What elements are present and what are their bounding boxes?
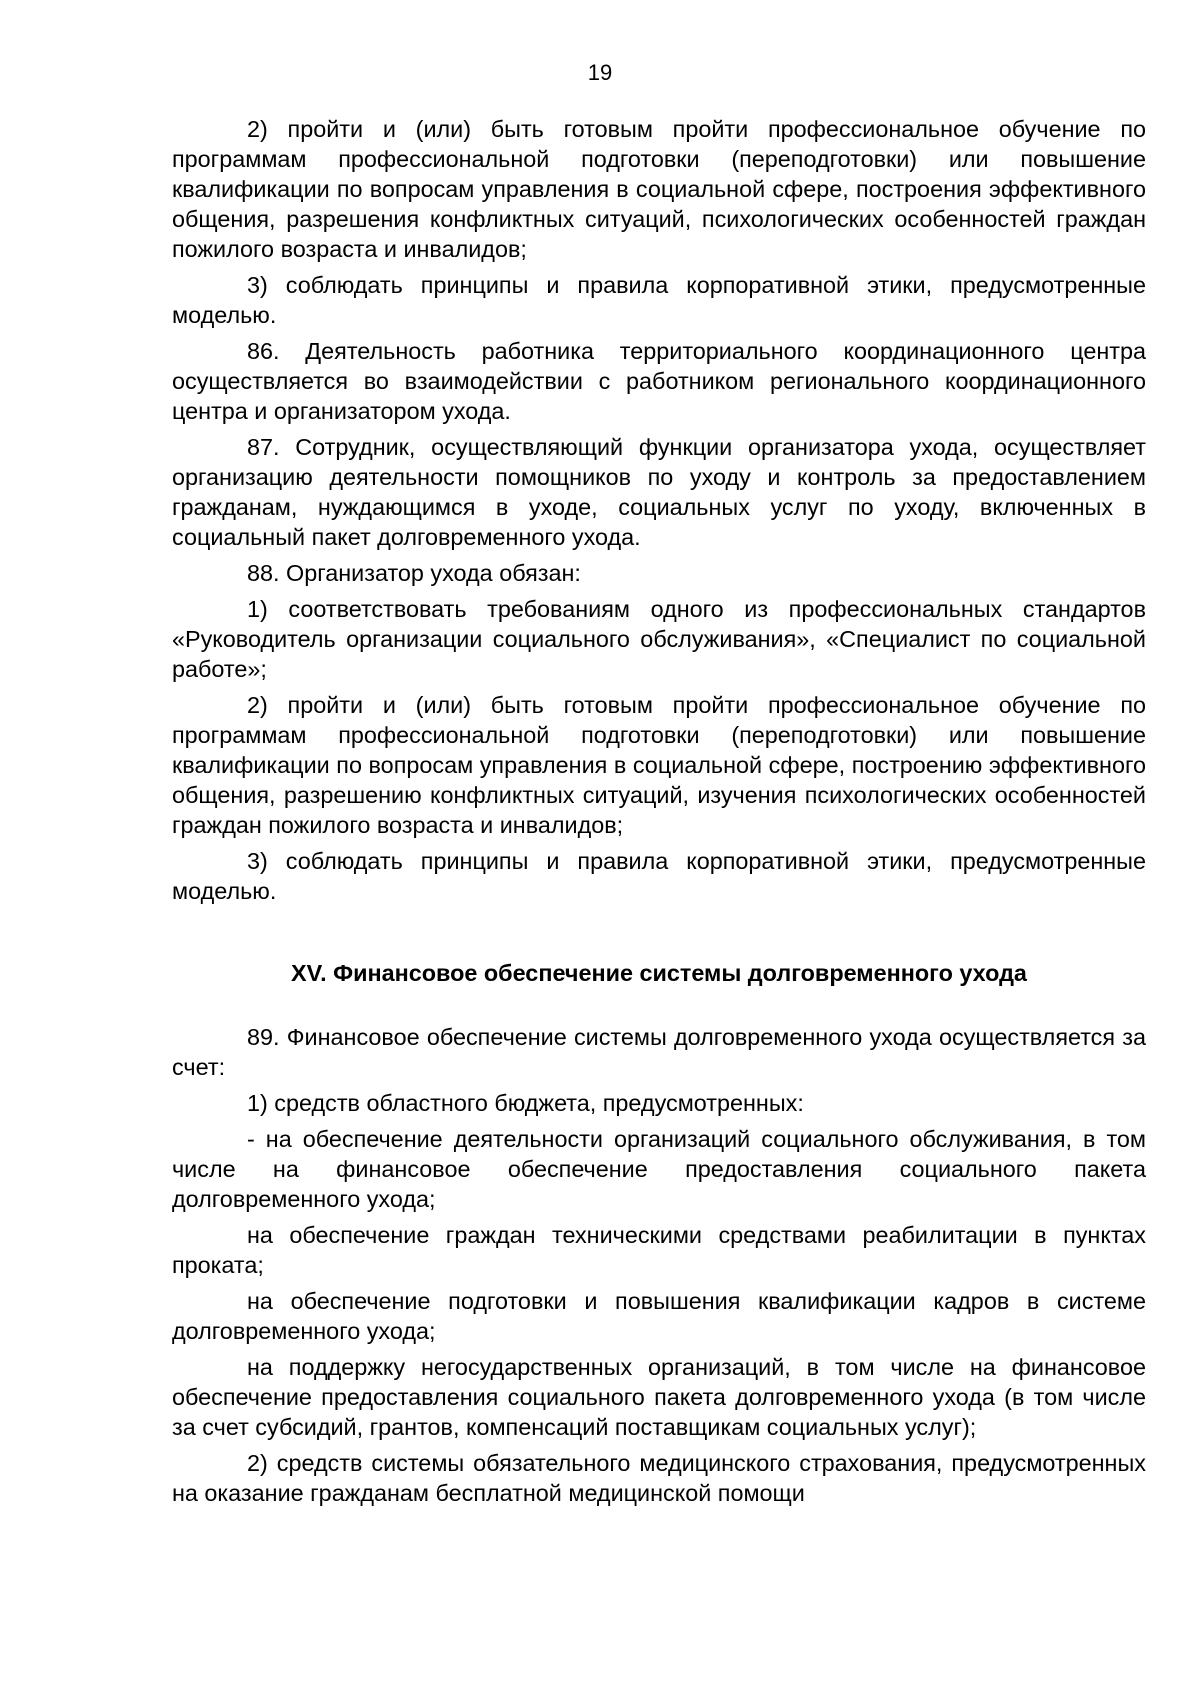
paragraph-89-subitem-rehabilitation: на обеспечение граждан техническими средствами реабилитации в пунктах проката; [172,1222,1146,1278]
paragraph-86: 86. Деятельность работника территориального координационного центра осуществляется во взаимодействии с работником регионального координационного центра и организатором ухода. [172,338,1146,424]
paragraph-89-subitem-nongovernment: на поддержку негосударственных организаций, в том числе на финансовое обеспечение предоставления социального пакета долговременного ухода (в том числе за счет субсидий, грантов, компенсаций поставщикам социальных услуг); [172,1354,1146,1440]
paragraph-item-2-training: 2) пройти и (или) быть готовым пройти профессиональное обучение по программам профессиональной подготовки (переподготовки) или повышение квалификации по вопросам управления в социальной сфере, построения эффективного общения, разрешения конфликтных ситуаций, психологических особенностей граждан пожилого возраста и инвалидов; [172,116,1146,262]
paragraph-89-item-2: 2) средств системы обязательного медицинского страхования, предусмотренных на оказание гражданам бесплатной медицинской помощи [172,1450,1146,1506]
paragraph-89-subitem-organizations: - на обеспечение деятельности организаций социального обслуживания, в том числе на финансовое обеспечение предоставления социального пакета долговременного ухода; [172,1126,1146,1212]
paragraph-89-item-1: 1) средств областного бюджета, предусмотренных: [247,1090,804,1116]
paragraph-item-3-ethics: 3) соблюдать принципы и правила корпоративной этики, предусмотренные моделью. [172,272,1146,328]
page-number: 19 [587,60,613,85]
paragraph-88-item-1: 1) соответствовать требованиям одного из профессиональных стандартов «Руководитель организации социального обслуживания», «Специалист по социальной работе»; [172,596,1146,682]
paragraph-88-item-3: 3) соблюдать принципы и правила корпоративной этики, предусмотренные моделью. [172,848,1146,904]
paragraph-88-item-2: 2) пройти и (или) быть готовым пройти профессиональное обучение по программам профессиональной подготовки (переподготовки) или повышение квалификации по вопросам управления в социальной сфере, построению эффективного общения, разрешению конфликтных ситуаций, изучения психологических особенностей граждан пожилого возраста и инвалидов; [172,692,1146,838]
section-heading: XV. Финансовое обеспечение системы долговременного ухода [291,960,1027,986]
paragraph-89-subitem-training: на обеспечение подготовки и повышения квалификации кадров в системе долговременного ухода; [172,1288,1146,1344]
paragraph-87: 87. Сотрудник, осуществляющий функции организатора ухода, осуществляет организацию деятельности помощников по уходу и контроль за предоставлением гражданам, нуждающимся в уходе, социальных услуг по уходу, включенных в социальный пакет долговременного ухода. [172,434,1146,550]
document-body [172,114,1146,1510]
paragraph-88: 88. Организатор ухода обязан: [247,560,581,586]
paragraph-89: 89. Финансовое обеспечение системы долговременного ухода осуществляется за счет: [172,1024,1146,1080]
